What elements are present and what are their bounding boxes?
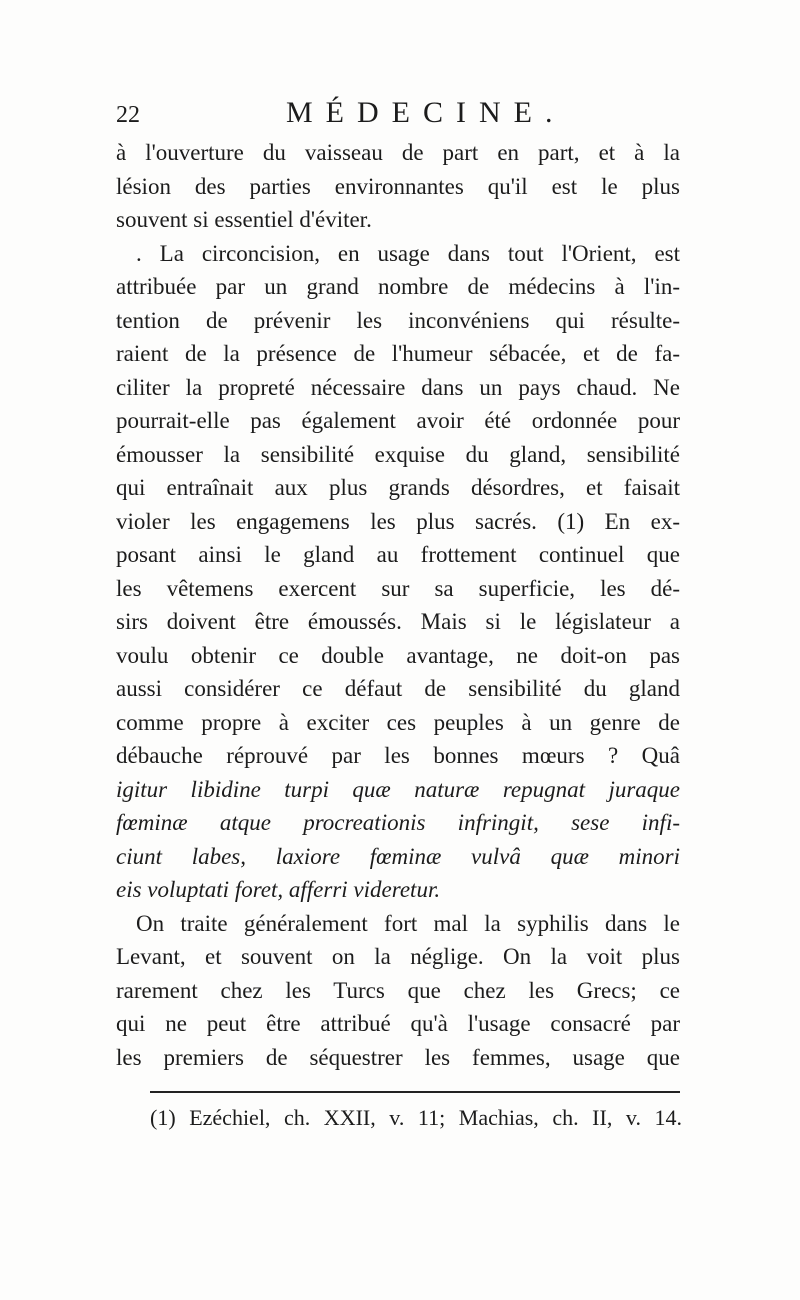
text-line: à l'ouverture du vaisseau de part en part, et à la [116, 140, 680, 165]
text-line: les vêtemens exercent sur sa superficie, les dé- [116, 575, 680, 601]
footnote-rule [150, 1091, 680, 1093]
text-line-latin: fœminæ atque procreationis infringit, sese infi- [116, 810, 680, 835]
body-text [116, 136, 680, 1074]
text-line: On traite généralement fort mal la syphilis dans le [136, 910, 680, 936]
text-line: qui entraînait aux plus grands désordres, et faisait [116, 475, 680, 500]
running-head: MÉDECINE. [286, 96, 566, 129]
text-line: violer les engagemens les plus sacrés. (1) En ex- [116, 508, 680, 534]
text-line: débauche réprouvé par les bonnes mœurs ? Quâ [116, 743, 680, 768]
page-number: 22 [116, 102, 140, 128]
text-line: raient de la présence de l'humeur sébacée, et de fa- [116, 341, 680, 366]
text-line: . La circoncision, en usage dans tout l'Orient, est [136, 240, 680, 266]
text-line: rarement chez les Turcs que chez les Grecs; ce [116, 977, 680, 1003]
text-line: lésion des parties environnantes qu'il est le plus [116, 173, 680, 199]
text-line-latin: ciunt labes, laxiore fœminæ vulvâ quæ minori [116, 843, 680, 869]
page-header [116, 96, 684, 136]
text-line: voulu obtenir ce double avantage, ne doit-on pas [116, 642, 680, 668]
text-line: émousser la sensibilité exquise du gland, sensibilité [116, 441, 680, 467]
text-line: pourrait-elle pas également avoir été ordonnée pour [116, 408, 680, 433]
text-line: Levant, et souvent on la néglige. On la voit plus [116, 944, 680, 969]
text-line: posant ainsi le gland au frottement continuel que [116, 542, 680, 567]
text-line: comme propre à exciter ces peuples à un genre de [116, 709, 680, 735]
text-line: souvent si essentiel d'éviter. [116, 207, 372, 232]
text-line: qui ne peut être attribué qu'à l'usage consacré par [116, 1011, 680, 1036]
text-line: tention de prévenir les inconvéniens qui résulte- [116, 307, 680, 333]
text-line: aussi considérer ce défaut de sensibilité du gland [116, 676, 680, 701]
footnote: (1) Ezéchiel, ch. XXII, v. 11; Machias, ch. II, v. 14. [150, 1105, 682, 1130]
text-line-latin: eis voluptati foret, afferri videretur. [116, 877, 441, 902]
text-line-latin: igitur libidine turpi quæ naturæ repugnat juraque [116, 776, 680, 802]
text-line: attribuée par un grand nombre de médecins à l'in- [116, 274, 680, 299]
text-line: les premiers de séquestrer les femmes, usage que [116, 1044, 680, 1070]
text-line: sirs doivent être émoussés. Mais si le législateur a [116, 609, 680, 634]
text-line: ciliter la propreté nécessaire dans un pays chaud. Ne [116, 374, 680, 400]
